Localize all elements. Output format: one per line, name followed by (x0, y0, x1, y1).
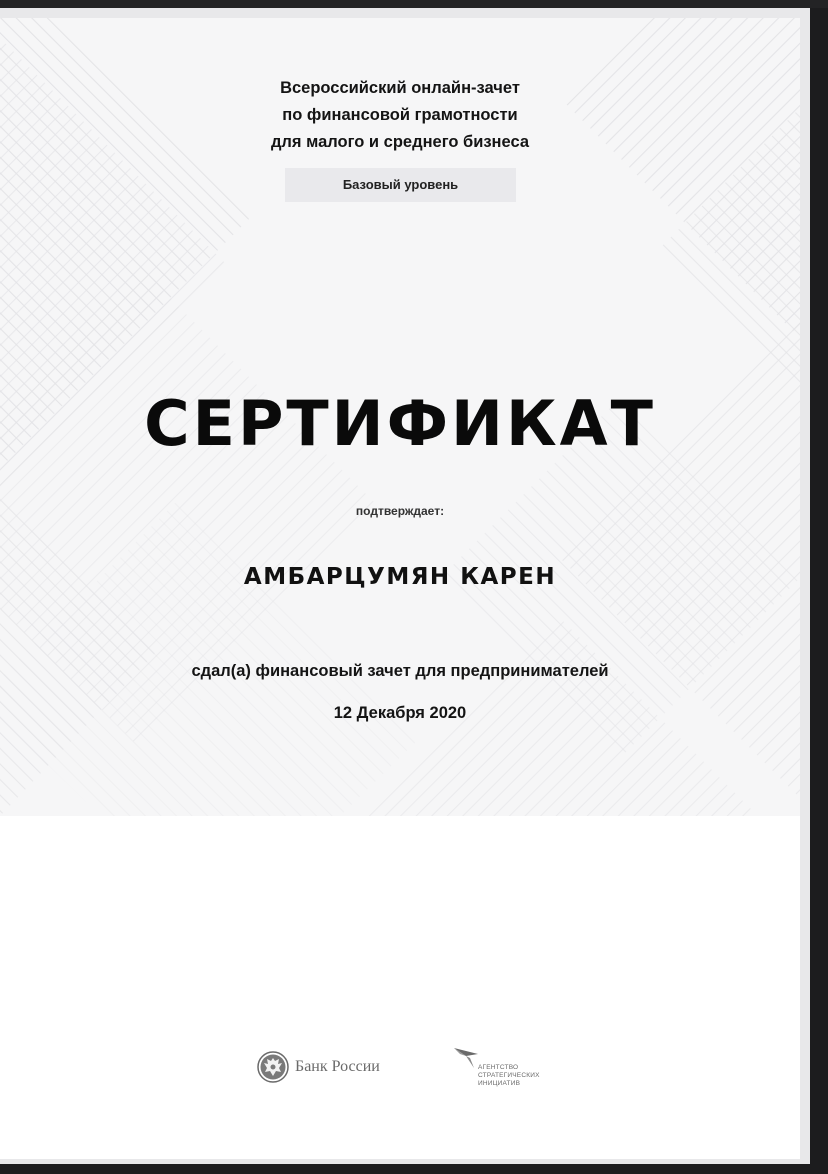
level-badge: Базовый уровень (285, 168, 516, 202)
certificate-date: 12 Декабря 2020 (333, 704, 467, 722)
bank-name: Банк России (295, 1058, 380, 1075)
asi-line-3: ИНИЦИАТИВ (478, 1080, 521, 1087)
confirms-label: подтверждает: (355, 504, 445, 518)
heading-line-1: Всероссийский онлайн-зачет (280, 79, 520, 97)
certificate-panel (0, 18, 800, 816)
bank-of-russia-logo (257, 1050, 380, 1084)
recipient-name: АМБАРЦУМЯН КАРЕН (243, 564, 557, 590)
asi-line-2: СТРАТЕГИЧЕСКИХ (478, 1072, 540, 1079)
achievement-text: сдал(а) финансовый зачет для предпринимателей (191, 662, 609, 680)
heading-line-2: по финансовой грамотности (282, 106, 518, 124)
heading-line-3: для малого и среднего бизнеса (270, 133, 530, 151)
asi-logo (452, 1044, 562, 1094)
asi-name (478, 1064, 540, 1088)
certificate-page (0, 18, 800, 1159)
viewer-top-band (0, 0, 828, 8)
exam-heading (0, 75, 800, 156)
double-headed-eagle-emblem-icon (257, 1051, 289, 1083)
certificate-title: СЕРТИФИКАТ (144, 387, 656, 460)
asi-line-1: АГЕНТСТВО (478, 1064, 519, 1071)
